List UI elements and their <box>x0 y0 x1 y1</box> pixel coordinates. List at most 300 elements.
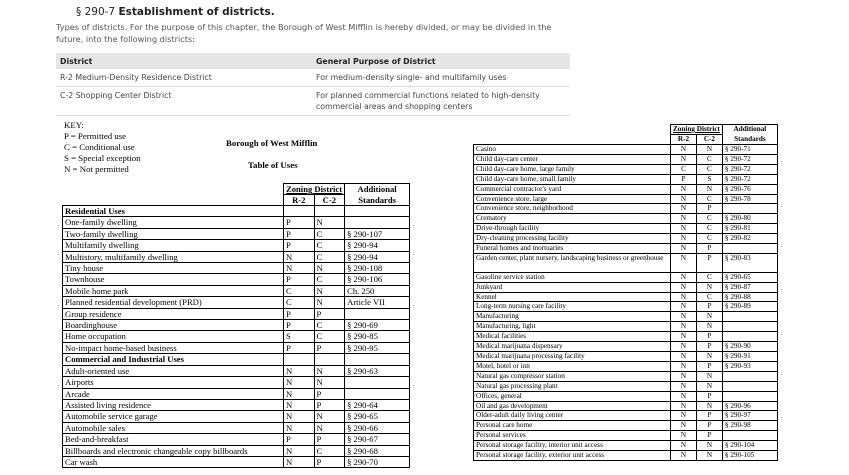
standards-value: § 290-68 <box>345 445 410 456</box>
r2-value: P <box>284 240 315 251</box>
table-row <box>63 422 410 433</box>
standards-value: § 290-69 <box>345 320 410 331</box>
use-name: One-family dwelling <box>63 217 284 228</box>
use-name: Junkyard <box>474 282 671 292</box>
c2-value: N <box>314 263 345 274</box>
c2-value <box>314 354 345 365</box>
r2-value: P <box>284 320 315 331</box>
standards-value: Ch. 250 <box>345 285 410 296</box>
r2-value: N <box>284 388 315 399</box>
c2-value: P <box>696 391 722 401</box>
uses-table-header <box>474 125 778 135</box>
district-table <box>56 53 570 116</box>
c2-column-header: C-2 <box>314 195 345 206</box>
use-name: Medical facilities <box>474 332 671 342</box>
r2-value: N <box>671 234 697 244</box>
c2-value: N <box>696 401 722 411</box>
use-name: Offices, general <box>474 391 671 401</box>
table-row <box>474 204 778 214</box>
c2-value: P <box>696 342 722 352</box>
use-name: Convenience store, large <box>474 194 671 204</box>
r2-value: N <box>671 214 697 224</box>
use-name: Two-family dwelling <box>63 228 284 239</box>
section-row <box>63 206 410 217</box>
table-row <box>63 365 410 376</box>
r2-value: N <box>284 411 315 422</box>
use-column-header <box>474 135 671 145</box>
c2-value: P <box>314 399 345 410</box>
table-row <box>63 217 410 228</box>
r2-value: N <box>284 263 315 274</box>
standards-value: § 290-88 <box>722 292 777 302</box>
r2-value: N <box>671 352 697 362</box>
table-row <box>474 292 778 302</box>
standards-value <box>722 312 777 322</box>
r2-value: N <box>671 194 697 204</box>
use-name: Drive-through facility <box>474 224 671 234</box>
table-row <box>63 331 410 342</box>
standards-value: § 290-90 <box>722 342 777 352</box>
use-name: Arcade <box>63 388 284 399</box>
use-name: Medical marijuana dispensary <box>474 342 671 352</box>
table-row <box>474 224 778 234</box>
intro-paragraph: Types of districts. For the purpose of this chapter, the Borough of West Mifflin is hereby divided, or may be divided in the future, into the following districts: <box>56 22 552 44</box>
table-row <box>63 297 410 308</box>
standards-value: § 290-87 <box>722 282 777 292</box>
r2-value: N <box>671 401 697 411</box>
district-column-header: District <box>56 53 312 69</box>
standards-value: § 290-105 <box>722 451 777 461</box>
c2-value: P <box>696 244 722 254</box>
table-row <box>474 282 778 292</box>
r2-value: N <box>671 244 697 254</box>
table-row <box>63 399 410 410</box>
standards-value <box>722 391 777 401</box>
standards-value: Article VII <box>345 297 410 308</box>
c2-value: C <box>696 224 722 234</box>
r2-value: C <box>284 285 315 296</box>
use-name: Medical marijuana processing facility <box>474 352 671 362</box>
c2-value: C <box>314 240 345 251</box>
section-heading <box>76 6 275 18</box>
standards-value <box>722 322 777 332</box>
standards-value <box>722 381 777 391</box>
section-row <box>63 354 410 365</box>
table-row <box>474 154 778 164</box>
standards-value: § 290-107 <box>345 228 410 239</box>
r2-value: P <box>284 217 315 228</box>
section-number: § 290-7 <box>76 6 116 18</box>
c2-value: N <box>696 282 722 292</box>
use-name: Older-adult daily living center <box>474 411 671 421</box>
standards-value <box>345 217 410 228</box>
c2-value <box>314 206 345 217</box>
use-column-header <box>474 125 671 135</box>
table-row <box>474 322 778 332</box>
use-name: Home occupation <box>63 331 284 342</box>
r2-value: N <box>671 322 697 332</box>
standards-value: § 290-93 <box>722 361 777 371</box>
c2-value: P <box>314 456 345 467</box>
standards-value: § 290-65 <box>722 272 777 282</box>
table-row <box>63 263 410 274</box>
c2-value: N <box>696 441 722 451</box>
table-row <box>56 87 570 116</box>
c2-value: S <box>696 174 722 184</box>
standards-value: § 290-80 <box>722 214 777 224</box>
table-row <box>474 234 778 244</box>
r2-value: N <box>671 391 697 401</box>
standards-value: § 290-63 <box>345 365 410 376</box>
key-legend <box>64 120 141 175</box>
standards-value: § 290-72 <box>722 164 777 174</box>
standards-value: § 290-81 <box>722 224 777 234</box>
section-label: Residential Uses <box>63 206 284 217</box>
table-of-uses-title: Table of Uses <box>248 160 298 170</box>
r2-value: N <box>671 184 697 194</box>
c2-value: N <box>696 371 722 381</box>
r2-value: N <box>671 204 697 214</box>
c2-column-header: C-2 <box>696 135 722 145</box>
c2-value: P <box>696 361 722 371</box>
use-name: Mobile home park <box>63 285 284 296</box>
c2-value: P <box>314 388 345 399</box>
standards-value: § 290-72 <box>722 174 777 184</box>
standards-value: § 290-85 <box>345 331 410 342</box>
use-name: Crematory <box>474 214 671 224</box>
table-row <box>474 312 778 322</box>
standards-value <box>722 244 777 254</box>
use-name: Gasoline service station <box>474 272 671 282</box>
c2-value: P <box>696 421 722 431</box>
standards-value <box>345 206 410 217</box>
r2-value: P <box>284 308 315 319</box>
purpose-column-header: General Purpose of District <box>312 53 570 69</box>
r2-value: N <box>671 282 697 292</box>
table-row <box>63 434 410 445</box>
table-row <box>63 411 410 422</box>
c2-value: P <box>696 253 722 272</box>
key-title: KEY: <box>64 120 84 130</box>
r2-value: N <box>284 445 315 456</box>
table-row <box>63 388 410 399</box>
use-name: Personal storage facility, exterior unit access <box>474 451 671 461</box>
r2-column-header: R-2 <box>671 135 697 145</box>
c2-value: C <box>314 274 345 285</box>
standards-value: § 290-91 <box>722 352 777 362</box>
table-row <box>474 174 778 184</box>
table-row <box>474 244 778 254</box>
table-row <box>474 272 778 282</box>
r2-value: P <box>671 174 697 184</box>
r2-value: S <box>284 331 315 342</box>
use-name: Natural gas compressor station <box>474 371 671 381</box>
district-name: R-2 Medium-Density Residence District <box>56 69 312 87</box>
table-row <box>63 228 410 239</box>
use-name: Automobile service garage <box>63 411 284 422</box>
standards-value: § 290-94 <box>345 251 410 262</box>
r2-value: C <box>671 164 697 174</box>
standards-header-line1: Additional <box>345 184 410 195</box>
use-name: Oil and gas development <box>474 401 671 411</box>
standards-value: § 290-106 <box>345 274 410 285</box>
use-name: Funeral homes and mortuaries <box>474 244 671 254</box>
r2-value: N <box>671 342 697 352</box>
table-row <box>63 240 410 251</box>
use-name: Assisted living residence <box>63 399 284 410</box>
c2-value: C <box>314 228 345 239</box>
use-name: Manufacturing, light <box>474 322 671 332</box>
use-name: No-impact home-based business <box>63 342 284 353</box>
use-name: Garden center, plant nursery, landscaping business or greenhouse <box>474 253 671 272</box>
section-title: Establishment of districts. <box>118 6 275 18</box>
standards-value <box>345 354 410 365</box>
table-row <box>63 308 410 319</box>
standards-value: § 290-71 <box>722 145 777 155</box>
c2-value: P <box>696 411 722 421</box>
c2-value: C <box>696 194 722 204</box>
use-name: Motel, hotel or inn <box>474 361 671 371</box>
c2-value: P <box>696 302 722 312</box>
r2-column-header: R-2 <box>284 195 315 206</box>
standards-value: § 290-65 <box>345 411 410 422</box>
table-row <box>474 145 778 155</box>
standards-header-line1: Additional <box>722 125 777 135</box>
r2-value: N <box>284 251 315 262</box>
use-name: Airports <box>63 377 284 388</box>
r2-value: N <box>671 253 697 272</box>
r2-value: P <box>284 228 315 239</box>
use-name: Child day-care home, large family <box>474 164 671 174</box>
uses-table-header <box>63 195 410 206</box>
use-name: Personal services <box>474 431 671 441</box>
r2-value <box>284 206 315 217</box>
table-row <box>56 69 570 87</box>
c2-value: C <box>314 445 345 456</box>
table-row <box>63 274 410 285</box>
c2-value: N <box>314 297 345 308</box>
uses-table-header <box>63 184 410 195</box>
r2-value: N <box>671 441 697 451</box>
use-name: Kennel <box>474 292 671 302</box>
standards-value <box>722 431 777 441</box>
table-row <box>474 391 778 401</box>
use-name: Boardinghouse <box>63 320 284 331</box>
standards-value <box>722 371 777 381</box>
standards-value: § 290-94 <box>345 240 410 251</box>
use-name: Child day-care home, small family <box>474 174 671 184</box>
r2-value: N <box>671 312 697 322</box>
use-name: Child day-care center <box>474 154 671 164</box>
table-row <box>474 441 778 451</box>
standards-value: § 290-70 <box>345 456 410 467</box>
standards-value: § 290-108 <box>345 263 410 274</box>
table-row <box>474 401 778 411</box>
standards-value: § 290-66 <box>345 422 410 433</box>
c2-value: C <box>696 272 722 282</box>
c2-value: N <box>696 451 722 461</box>
c2-value: P <box>696 204 722 214</box>
r2-value: N <box>671 224 697 234</box>
use-name: Tiny house <box>63 263 284 274</box>
use-name: Adult-oriented use <box>63 365 284 376</box>
c2-value: N <box>314 411 345 422</box>
key-item: C = Conditional use <box>64 142 135 152</box>
standards-value <box>722 204 777 214</box>
uses-table-right <box>473 124 778 461</box>
table-row <box>63 456 410 467</box>
standards-value: § 290-95 <box>345 342 410 353</box>
standards-value: § 290-97 <box>722 411 777 421</box>
borough-title: Borough of West Mifflin <box>226 138 318 148</box>
standards-value <box>345 308 410 319</box>
table-row <box>474 361 778 371</box>
table-row <box>63 320 410 331</box>
use-name: Long-term nursing care facility <box>474 302 671 312</box>
district-purpose: For planned commercial functions related to high-density commercial areas and shopping centers <box>312 87 570 116</box>
standards-value: § 290-98 <box>722 421 777 431</box>
c2-value: C <box>314 331 345 342</box>
r2-value: N <box>671 381 697 391</box>
standards-value: § 290-96 <box>722 401 777 411</box>
table-row <box>474 184 778 194</box>
c2-value: N <box>696 352 722 362</box>
c2-value: N <box>696 381 722 391</box>
r2-value: N <box>284 456 315 467</box>
table-row <box>474 164 778 174</box>
table-row <box>474 302 778 312</box>
table-row <box>63 342 410 353</box>
use-name: Commercial contractor's yard <box>474 184 671 194</box>
table-row <box>63 285 410 296</box>
standards-value: § 290-89 <box>722 302 777 312</box>
table-row <box>474 421 778 431</box>
district-purpose: For medium-density single- and multifamily uses <box>312 69 570 87</box>
r2-value: N <box>284 399 315 410</box>
c2-value: N <box>696 312 722 322</box>
use-name: Personal care home <box>474 421 671 431</box>
r2-value: N <box>284 365 315 376</box>
table-row <box>474 411 778 421</box>
standards-value <box>345 388 410 399</box>
table-row <box>474 342 778 352</box>
standards-value <box>722 332 777 342</box>
standards-value: § 290-104 <box>722 441 777 451</box>
r2-value: N <box>284 422 315 433</box>
table-row <box>63 377 410 388</box>
use-name: Bed-and-breakfast <box>63 434 284 445</box>
use-name: Automobile sales <box>63 422 284 433</box>
use-name: Natural gas processing plant <box>474 381 671 391</box>
c2-value: N <box>314 365 345 376</box>
use-column-header <box>63 195 284 206</box>
r2-value: N <box>671 272 697 282</box>
c2-value: P <box>696 332 722 342</box>
r2-value: N <box>671 154 697 164</box>
c2-value: N <box>696 322 722 332</box>
c2-value: P <box>696 431 722 441</box>
c2-value: C <box>696 234 722 244</box>
key-item: N = Not permitted <box>64 164 129 174</box>
table-row <box>474 381 778 391</box>
r2-value: N <box>671 361 697 371</box>
c2-value: C <box>696 164 722 174</box>
zoning-district-header: Zoning District <box>284 184 345 195</box>
district-name: C-2 Shopping Center District <box>56 87 312 116</box>
c2-value: P <box>314 308 345 319</box>
use-name: Billboards and electronic changeable copy billboards <box>63 445 284 456</box>
use-name: Casino <box>474 145 671 155</box>
c2-value: C <box>696 214 722 224</box>
standards-value: § 290-78 <box>722 194 777 204</box>
table-row <box>474 371 778 381</box>
table-row <box>474 214 778 224</box>
r2-value: N <box>671 302 697 312</box>
key-item: P = Permitted use <box>64 131 127 141</box>
table-row <box>63 445 410 456</box>
r2-value: C <box>284 297 315 308</box>
use-name: Planned residential development (PRD) <box>63 297 284 308</box>
r2-value <box>284 354 315 365</box>
table-row <box>63 251 410 262</box>
standards-header-line2: Standards <box>722 135 777 145</box>
uses-table-left <box>62 183 410 468</box>
r2-value: N <box>671 332 697 342</box>
zoning-district-header: Zoning District <box>671 125 723 135</box>
standards-value: § 290-82 <box>722 234 777 244</box>
use-name: Car wash <box>63 456 284 467</box>
use-name: Group residence <box>63 308 284 319</box>
use-name: Multifamily dwelling <box>63 240 284 251</box>
r2-value: N <box>671 451 697 461</box>
c2-value: N <box>314 285 345 296</box>
r2-value: N <box>671 145 697 155</box>
c2-value: N <box>696 184 722 194</box>
table-row <box>474 253 778 272</box>
district-table-header <box>56 53 570 69</box>
c2-value: C <box>696 292 722 302</box>
table-row <box>474 451 778 461</box>
use-column-header <box>63 184 284 195</box>
c2-value: N <box>314 377 345 388</box>
use-name: Dry-cleaning processing facility <box>474 234 671 244</box>
table-row <box>474 431 778 441</box>
standards-header-line2: Standards <box>345 195 410 206</box>
c2-value: P <box>314 342 345 353</box>
r2-value: P <box>284 434 315 445</box>
c2-value: P <box>314 434 345 445</box>
c2-value: N <box>314 422 345 433</box>
c2-value: N <box>696 145 722 155</box>
r2-value: N <box>671 292 697 302</box>
use-name: Manufacturing <box>474 312 671 322</box>
r2-value: P <box>284 274 315 285</box>
r2-value: N <box>671 371 697 381</box>
c2-value: C <box>314 251 345 262</box>
c2-value: C <box>314 320 345 331</box>
r2-value: N <box>671 431 697 441</box>
use-name: Personal storage facility, interior unit access <box>474 441 671 451</box>
c2-value: N <box>314 217 345 228</box>
standards-value: § 290-64 <box>345 399 410 410</box>
standards-value: § 290-67 <box>345 434 410 445</box>
r2-value: N <box>284 377 315 388</box>
table-row <box>474 332 778 342</box>
section-label: Commercial and Industrial Uses <box>63 354 284 365</box>
table-row <box>474 352 778 362</box>
c2-value: C <box>696 154 722 164</box>
key-item: S = Special exception <box>64 153 141 163</box>
